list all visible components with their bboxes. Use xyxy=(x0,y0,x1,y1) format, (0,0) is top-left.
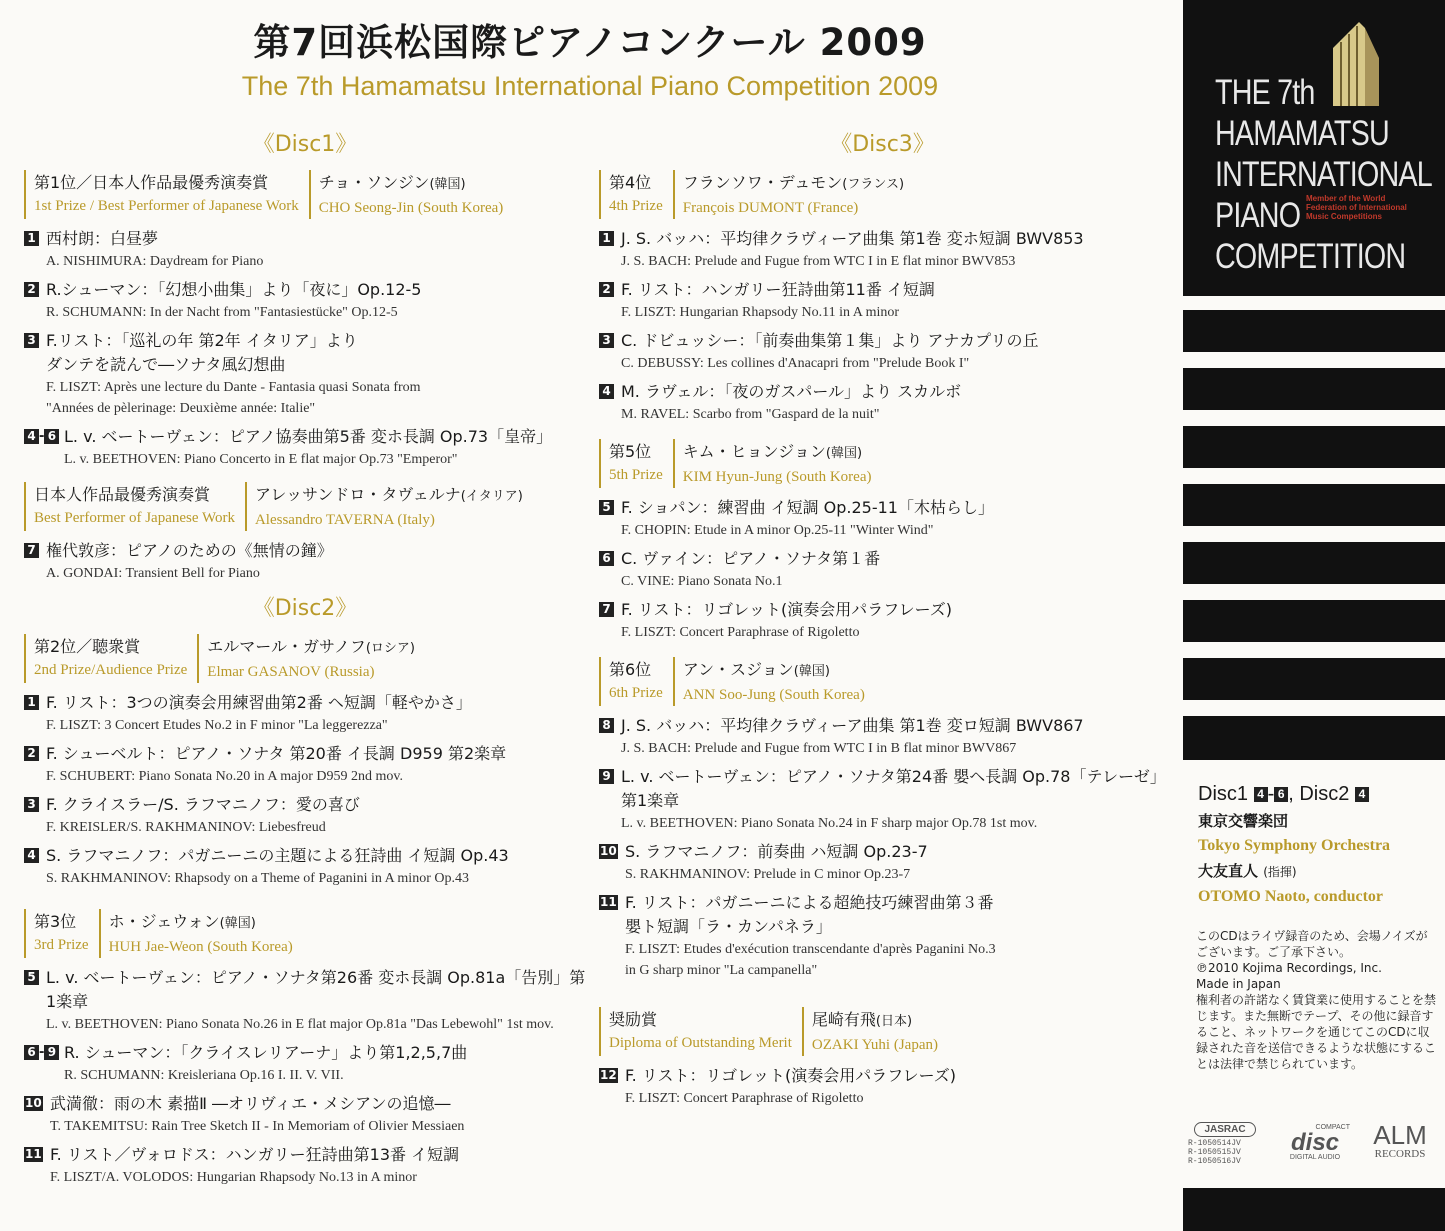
track-number: 1 xyxy=(24,231,39,246)
track-title-en: A. NISHIMURA: Daydream for Piano xyxy=(46,254,264,269)
track-item xyxy=(595,598,1170,643)
track-number: 2 xyxy=(24,282,39,297)
performer-name-jp: ホ・ジェウォン(韓国) xyxy=(108,912,256,931)
track-item xyxy=(595,891,1170,981)
prize-title-jp: 第3位 xyxy=(34,912,77,931)
track-number: 6 - 9 xyxy=(24,1045,59,1060)
prize-header xyxy=(599,439,1170,488)
track-number: 3 xyxy=(24,333,39,348)
compact-disc-logo: COMPACT disc DIGITAL AUDIO xyxy=(1289,1124,1350,1161)
prize-title xyxy=(24,170,309,219)
track-item xyxy=(595,547,1170,592)
prize-title xyxy=(24,909,99,958)
prize-title-en: 2nd Prize/Audience Prize xyxy=(34,662,188,678)
track-title-jp: F. リスト／ヴォロドス：ハンガリー狂詩曲第13番 イ短調 xyxy=(50,1145,460,1164)
track-number: 4 - 6 xyxy=(24,429,59,444)
prize-title xyxy=(599,439,673,488)
track-number: 9 xyxy=(599,769,614,784)
track-item xyxy=(20,1041,590,1086)
performer xyxy=(673,170,914,219)
track-number: 2 xyxy=(24,746,39,761)
performer xyxy=(673,657,875,706)
performer xyxy=(245,482,533,531)
track-number: 7 xyxy=(599,602,614,617)
conductor-en: OTOMO Naoto, conductor xyxy=(1198,888,1384,905)
track-title-en: L. v. BEETHOVEN: Piano Sonata No.26 in E flat major Op.81a "Das Lebewohl" 1st mov. xyxy=(46,1017,554,1032)
keyboard-stripe xyxy=(1183,426,1445,468)
disc2-program xyxy=(20,634,590,1188)
prize-header xyxy=(24,634,590,683)
left-column xyxy=(20,128,590,1194)
track-item xyxy=(595,496,1170,541)
track-number: 1 xyxy=(599,231,614,246)
track-title-en: S. RAKHMANINOV: Rhapsody on a Theme of Paganini in A minor Op.43 xyxy=(46,871,469,886)
performer-name-en: KIM Hyun-Jung (South Korea) xyxy=(682,469,872,485)
track-title-en: L. v. BEETHOVEN: Piano Sonata No.24 in F sharp major Op.78 1st mov. xyxy=(621,816,1038,831)
track-item xyxy=(595,278,1170,323)
disc1-title: 《Disc1》 xyxy=(252,132,358,157)
performer xyxy=(309,170,514,219)
track-title-en: F. LISZT: Concert Paraphrase of Rigoletto xyxy=(621,625,860,640)
performer-credit xyxy=(1198,780,1438,909)
competition-logo-text: THE 7th HAMAMATSU INTERNATIONAL PIANO COMPETITION xyxy=(1215,73,1432,276)
performer-name-jp: アレッサンドロ・タヴェルナ(イタリア) xyxy=(254,485,523,504)
performer-name-en: OZAKI Yuhi (Japan) xyxy=(811,1037,938,1053)
track-title-jp: 権代敦彦：ピアノのための《無情の鐘》 xyxy=(46,541,333,560)
orchestra-en: Tokyo Symphony Orchestra xyxy=(1198,837,1391,854)
performer xyxy=(197,634,425,683)
conductor-jp: 大友直人 (指揮) xyxy=(1198,862,1297,880)
performer-name-jp: エルマール・ガサノフ(ロシア) xyxy=(207,637,415,656)
prize-title-en: 4th Prize xyxy=(609,198,663,214)
track-title-en: C. DEBUSSY: Les collines d'Anacapri from "Prelude Book I" xyxy=(621,356,970,371)
track-title-jp: F. リスト：リゴレット(演奏会用パラフレーズ) xyxy=(625,1066,957,1085)
performer-name-en: ANN Soo-Jung (South Korea) xyxy=(682,687,865,703)
prize-header xyxy=(24,482,590,531)
track-number: 11 xyxy=(600,895,617,909)
track-item xyxy=(20,742,590,787)
prize-title-jp: 第6位 xyxy=(609,660,652,679)
prize-title-en: Diploma of Outstanding Merit xyxy=(609,1035,792,1051)
keyboard-stripe xyxy=(1183,484,1445,526)
track-title-en: F. CHOPIN: Etude in A minor Op.25-11 "Winter Wind" xyxy=(621,523,934,538)
track-number: 4 xyxy=(599,384,614,399)
track-item xyxy=(20,1143,590,1188)
track-title-en: F. LISZT: Hungarian Rhapsody No.11 in A minor xyxy=(621,305,900,320)
track-item xyxy=(20,691,590,736)
track-number: 2 xyxy=(599,282,614,297)
track-title-jp: M. ラヴェル：「夜のガスパール」より スカルボ xyxy=(621,382,962,401)
track-number: 10 xyxy=(25,1096,42,1110)
track-item xyxy=(20,329,590,419)
right-column xyxy=(595,128,1170,1115)
performer-name-en: CHO Seong-Jin (South Korea) xyxy=(318,200,504,216)
track-number: 8 xyxy=(599,718,614,733)
prize-title-jp: 第5位 xyxy=(609,442,652,461)
track-item xyxy=(595,765,1170,834)
keyboard-stripe xyxy=(1183,368,1445,410)
track-title-en: C. VINE: Piano Sonata No.1 xyxy=(621,574,783,589)
track-title-jp: J. S. バッハ：平均律クラヴィーア曲集 第1巻 変ロ短調 BWV867 xyxy=(621,716,1084,735)
track-title-en: F. LISZT: Après une lecture du Dante - Fantasia quasi Sonata from "Années de pèlerinage: Deuxième année: Italie" xyxy=(46,380,421,416)
track-item xyxy=(595,1064,1170,1109)
track-title-en: J. S. BACH: Prelude and Fugue from WTC I in E flat minor BWV853 xyxy=(621,254,1016,269)
disc2-title: 《Disc2》 xyxy=(252,596,358,621)
prize-title-en: 1st Prize / Best Performer of Japanese Work xyxy=(34,198,299,214)
track-number: 5 xyxy=(24,970,39,985)
performer-name-jp: キム・ヒョンジョン(韓国) xyxy=(682,442,863,461)
track-number: 6 xyxy=(599,551,614,566)
prize-header xyxy=(599,170,1170,219)
performer-name-jp: フランソワ・デュモン(フランス) xyxy=(682,173,905,192)
credit-disc-line: Disc1 4 - 6 , Disc2 4 xyxy=(1198,780,1438,808)
track-title-en: J. S. BACH: Prelude and Fugue from WTC I in B flat minor BWV867 xyxy=(621,741,1017,756)
performer-name-jp: 尾崎有飛(日本) xyxy=(811,1010,913,1029)
orchestra-jp: 東京交響楽団 xyxy=(1198,812,1289,830)
track-title-en: F. KREISLER/S. RAKHMANINOV: Liebesfreud xyxy=(46,820,326,835)
performer xyxy=(99,909,303,958)
track-item xyxy=(595,380,1170,425)
header xyxy=(0,18,1180,104)
prize-title-jp: 第1位／日本人作品最優秀演奏賞 xyxy=(34,173,269,192)
track-item xyxy=(20,1092,590,1137)
performer xyxy=(673,439,882,488)
track-number: 5 xyxy=(599,500,614,515)
track-number: 1 xyxy=(24,695,39,710)
bottom-black-bar xyxy=(1183,1188,1445,1231)
performer xyxy=(802,1007,948,1056)
federation-member-note: Member of the World Federation of International Music Competitions xyxy=(1306,194,1407,221)
prize-title-jp: 奨励賞 xyxy=(609,1010,658,1029)
prize-title xyxy=(24,482,245,531)
track-number: 7 xyxy=(24,543,39,558)
track-title-en: F. LISZT/A. VOLODOS: Hungarian Rhapsody No.13 in A minor xyxy=(50,1170,417,1185)
prize-title xyxy=(599,1007,802,1056)
track-title-jp: 西村朗：白昼夢 xyxy=(46,229,159,248)
keyboard-stripe xyxy=(1183,310,1445,352)
track-item xyxy=(20,793,590,838)
track-title-jp: S. ラフマニノフ：パガニーニの主題による狂詩曲 イ短調 Op.43 xyxy=(46,846,509,865)
performer-name-en: Elmar GASANOV (Russia) xyxy=(207,664,375,680)
track-title-jp: C. ヴァイン：ピアノ・ソナタ第１番 xyxy=(621,549,881,568)
performer-name-en: HUH Jae-Weon (South Korea) xyxy=(108,939,293,955)
competition-logo-panel xyxy=(1183,0,1445,296)
track-item xyxy=(20,539,590,584)
track-title-jp: R. シューマン：「クライスレリアーナ」より第1,2,5,7曲 xyxy=(64,1043,468,1062)
prize-title-en: 3rd Prize xyxy=(34,937,89,953)
track-title-en: T. TAKEMITSU: Rain Tree Sketch II - In Memoriam of Olivier Messiaen xyxy=(50,1119,465,1134)
track-title-en: F. SCHUBERT: Piano Sonata No.20 in A major D959 2nd mov. xyxy=(46,769,403,784)
track-title-en: A. GONDAI: Transient Bell for Piano xyxy=(46,566,260,581)
track-title-jp: 武満徹：雨の木 素描Ⅱ ―オリヴィエ・メシアンの追憶― xyxy=(50,1094,451,1113)
track-item xyxy=(20,278,590,323)
track-title-jp: L. v. ベートーヴェン：ピアノ・ソナタ第26番 変ホ長調 Op.81a「告別」第1楽章 xyxy=(46,968,586,1011)
track-title-en: S. RAKHMANINOV: Prelude in C minor Op.23-7 xyxy=(625,867,911,882)
prize-title xyxy=(24,634,197,683)
track-number: 3 xyxy=(24,797,39,812)
page-title-en: The 7th Hamamatsu International Piano Competition 2009 xyxy=(241,71,939,101)
prize-header xyxy=(599,1007,1170,1056)
prize-title-en: 6th Prize xyxy=(609,685,663,701)
track-title-en: F. LISZT: 3 Concert Etudes No.2 in F minor "La leggerezza" xyxy=(46,718,388,733)
track-item xyxy=(595,227,1170,272)
performer-name-en: François DUMONT (France) xyxy=(682,200,859,216)
track-title-jp: R.シューマン：「幻想小曲集」より「夜に」Op.12-5 xyxy=(46,280,422,299)
track-title-jp: S. ラフマニノフ：前奏曲 ハ短調 Op.23-7 xyxy=(625,842,928,861)
track-item xyxy=(20,966,590,1035)
prize-title xyxy=(599,170,673,219)
disc3-program xyxy=(595,170,1170,1109)
track-number: 4 xyxy=(24,848,39,863)
track-title-jp: F. リスト：3つの演奏会用練習曲第2番 ヘ短調「軽やかさ」 xyxy=(46,693,472,712)
keyboard-stripe xyxy=(1183,658,1445,700)
performer-name-jp: アン・スジョン(韓国) xyxy=(682,660,830,679)
track-title-jp: F. シューベルト：ピアノ・ソナタ 第20番 イ長調 D959 第2楽章 xyxy=(46,744,507,763)
track-title-en: F. LISZT: Etudes d'exécution transcendante d'après Paganini No.3 in G sharp minor "La campanella" xyxy=(625,942,996,978)
track-title-en: R. SCHUMANN: In der Nacht from "Fantasiestücke" Op.12-5 xyxy=(46,305,398,320)
track-title-jp: L. v. ベートーヴェン：ピアノ協奏曲第5番 変ホ長調 Op.73「皇帝」 xyxy=(64,427,553,446)
prize-header xyxy=(599,657,1170,706)
disc3-title: 《Disc3》 xyxy=(830,132,935,157)
prize-title-en: 5th Prize xyxy=(609,467,663,483)
track-item xyxy=(595,714,1170,759)
alm-records-logo: ALM RECORDS xyxy=(1373,1120,1427,1160)
logos-row xyxy=(1188,1122,1443,1172)
track-item xyxy=(20,844,590,889)
track-title-en: R. SCHUMANN: Kreisleriana Op.16 I. II. V. VII. xyxy=(64,1068,344,1083)
track-title-jp: F. リスト：パガニーニによる超絶技巧練習曲第３番 嬰ト短調「ラ・カンパネラ」 xyxy=(625,893,994,936)
track-number: 11 xyxy=(25,1147,42,1161)
track-title-jp: F. リスト：ハンガリー狂詩曲第11番 イ短調 xyxy=(621,280,935,299)
prize-header xyxy=(24,170,590,219)
prize-title-jp: 日本人作品最優秀演奏賞 xyxy=(34,485,211,504)
track-title-jp: F.リスト：「巡礼の年 第2年 イタリア」より ダンテを読んで―ソナタ風幻想曲 xyxy=(46,331,358,374)
disc1-program xyxy=(20,170,590,584)
prize-title xyxy=(599,657,673,706)
track-number: 10 xyxy=(600,844,617,858)
track-title-jp: F. ショパン：練習曲 イ短調 Op.25-11「木枯らし」 xyxy=(621,498,994,517)
track-number: 3 xyxy=(599,333,614,348)
keyboard-stripe xyxy=(1183,542,1445,584)
track-item xyxy=(595,329,1170,374)
performer-name-en: Alessandro TAVERNA (Italy) xyxy=(254,512,435,528)
track-item xyxy=(20,425,590,470)
legal-notice: このCDはライヴ録音のため、会場ノイズがございます。ご了承下さい。 ℗2010 Kojima Recordings, Inc. Made in Japan 権利者の許諾なく賃貸業に使用することを禁じます。また無断でテープ、その他に録音すること、ネットワークを通じてこのCDに収録された音を送信できるような状態にすることは法律で禁じられています。 xyxy=(1196,929,1437,1071)
track-title-en: L. v. BEETHOVEN: Piano Concerto in E flat major Op.73 "Emperor" xyxy=(64,452,458,467)
track-title-en: F. LISZT: Concert Paraphrase of Rigoletto xyxy=(625,1091,864,1106)
side-panel xyxy=(1183,0,1445,1231)
performer-name-jp: チョ・ソンジン(韓国) xyxy=(318,173,466,192)
track-title-en: M. RAVEL: Scarbo from "Gaspard de la nuit" xyxy=(621,407,880,422)
track-item xyxy=(20,227,590,272)
prize-title-jp: 第2位／聴衆賞 xyxy=(34,637,141,656)
track-title-jp: F. リスト：リゴレット(演奏会用パラフレーズ) xyxy=(621,600,953,619)
keyboard-stripe xyxy=(1183,716,1445,760)
track-title-jp: F. クライスラー/S. ラフマニノフ：愛の喜び xyxy=(46,795,360,814)
jasrac-logo: JASRAC R-1050514JV R-1050515JV R-1050516JV xyxy=(1188,1122,1270,1166)
track-item xyxy=(595,840,1170,885)
track-title-jp: C. ドビュッシー：「前奏曲集第１集」より アナカプリの丘 xyxy=(621,331,1039,350)
prize-title-jp: 第4位 xyxy=(609,173,652,192)
track-number: 12 xyxy=(600,1068,617,1082)
track-title-jp: J. S. バッハ：平均律クラヴィーア曲集 第1巻 変ホ短調 BWV853 xyxy=(621,229,1084,248)
prize-header xyxy=(24,909,590,958)
page-title-jp: 第7回浜松国際ピアノコンクール 2009 xyxy=(253,21,927,64)
track-title-jp: L. v. ベートーヴェン：ピアノ・ソナタ第24番 嬰ヘ長調 Op.78「テレーゼ」第1楽章 xyxy=(621,767,1166,810)
keyboard-stripe xyxy=(1183,600,1445,642)
prize-title-en: Best Performer of Japanese Work xyxy=(34,510,235,526)
